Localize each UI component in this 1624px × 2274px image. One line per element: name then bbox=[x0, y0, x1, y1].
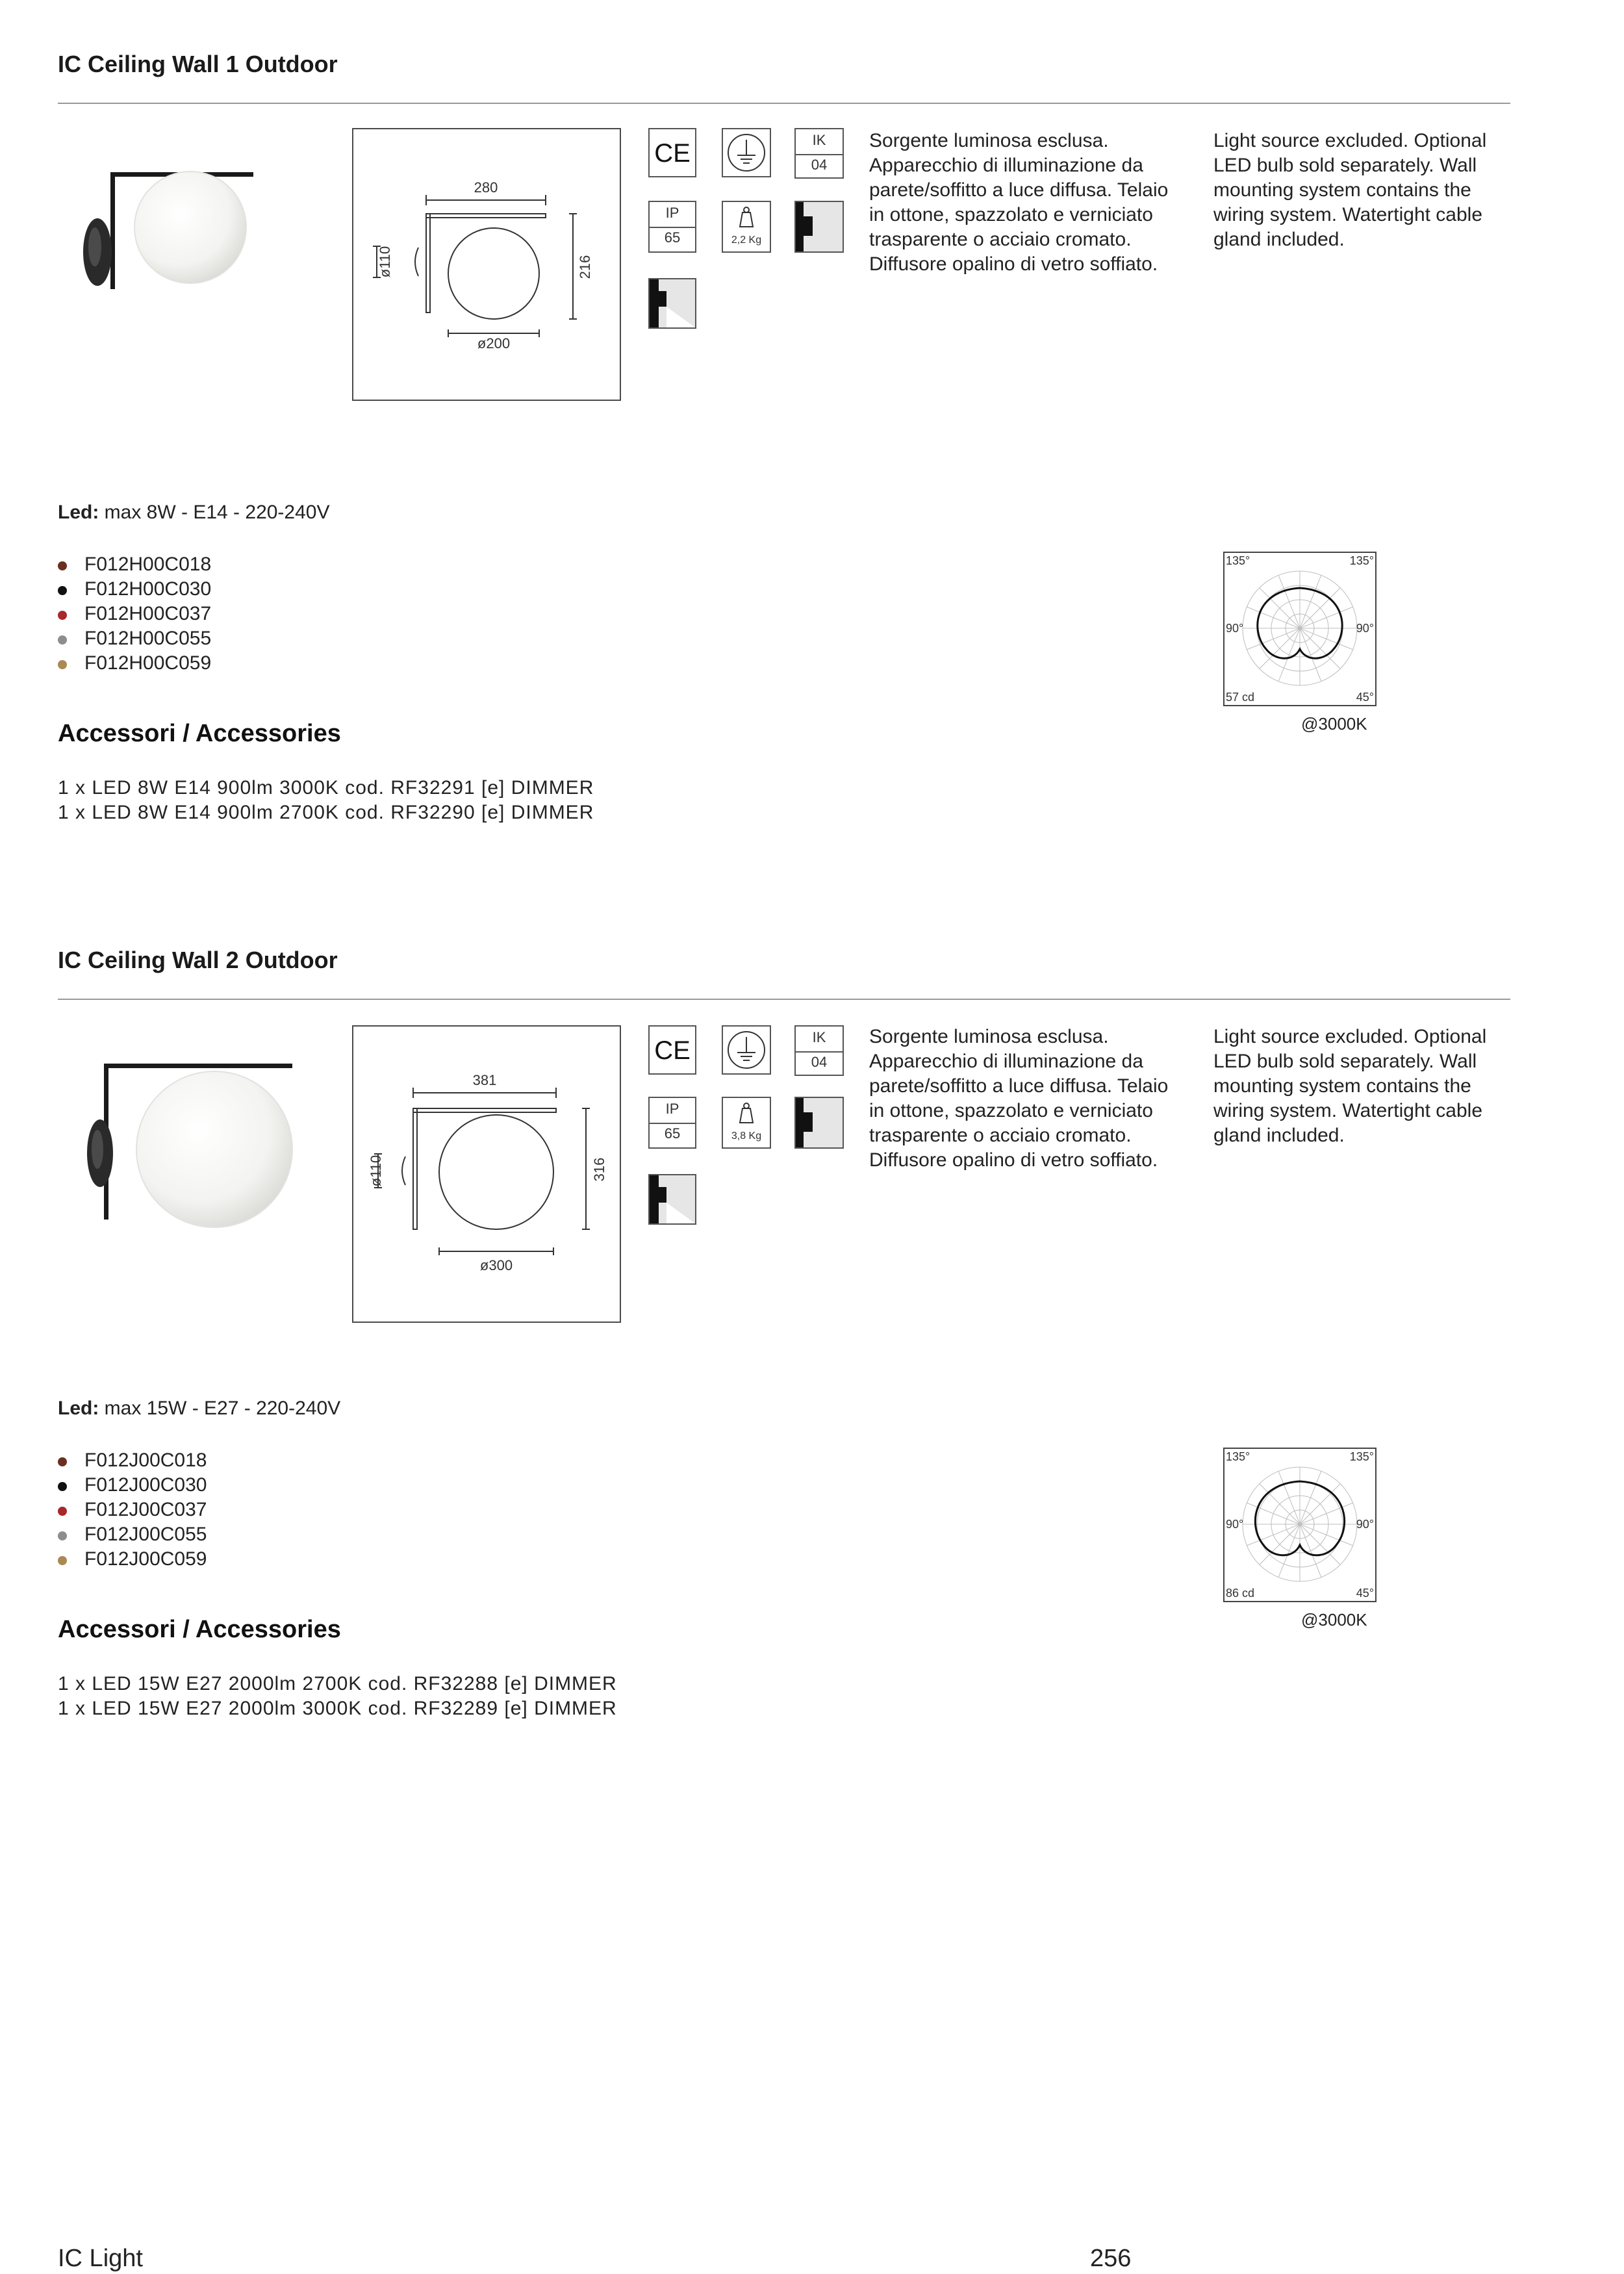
finish-swatch bbox=[58, 1556, 67, 1565]
ik-label: IK bbox=[812, 132, 826, 148]
technical-drawing bbox=[352, 1025, 621, 1323]
page-number: 256 bbox=[1090, 2245, 1132, 2272]
finish-swatch bbox=[58, 1531, 67, 1540]
product-photo bbox=[71, 1035, 305, 1230]
polar-label-top-right: 135° bbox=[1349, 554, 1374, 567]
list-item bbox=[58, 1547, 207, 1572]
canopy-dimension: ø110 bbox=[368, 1155, 384, 1187]
finish-swatch bbox=[58, 586, 67, 595]
led-label: Led: bbox=[58, 502, 99, 523]
list-item bbox=[58, 651, 211, 676]
ip-divider bbox=[650, 227, 695, 228]
accessories-title: Accessori / Accessories bbox=[58, 720, 341, 747]
description-italian: Sorgente luminosa esclusa. Apparecchio di illuminazione da parete/soffitto a luce diffusa. Telaio in ottone, spazzolato e verniciato trasparente o acciaio cromato. Diffusore opalino di vetro soffiato. bbox=[869, 1026, 1169, 1171]
accessory-item: 1 x LED 15W E27 2000lm 2700K cod. RF32288 [e] DIMMER bbox=[58, 1673, 617, 1694]
product-code: F012H00C055 bbox=[84, 628, 212, 649]
finish-swatch bbox=[58, 561, 67, 570]
ip-value: 65 bbox=[664, 229, 681, 246]
list-item bbox=[58, 1498, 207, 1522]
polar-max-intensity: 57 cd bbox=[1226, 691, 1255, 704]
product-section-2 bbox=[0, 896, 1624, 1793]
product-title: IC Ceiling Wall 2 Outdoor bbox=[58, 947, 338, 973]
height-dimension: 316 bbox=[591, 1157, 607, 1182]
product-code: F012H00C059 bbox=[84, 652, 212, 674]
led-spec bbox=[58, 502, 330, 524]
list-item bbox=[58, 552, 211, 577]
canopy-dimension: ø110 bbox=[377, 246, 393, 278]
list-item bbox=[58, 1473, 207, 1498]
ground-symbol-icon bbox=[722, 128, 771, 177]
ip-rating-badge bbox=[648, 201, 696, 253]
accessory-item: 1 x LED 8W E14 900lm 2700K cod. RF32290 [e] DIMMER bbox=[58, 802, 594, 823]
product-code: F012H00C018 bbox=[84, 554, 212, 575]
list-item bbox=[58, 1448, 207, 1473]
ik-divider bbox=[796, 1051, 843, 1053]
description-english: Light source excluded. Optional LED bulb sold separately. Wall mounting system contains the wiring system. Watertight cable gland included. bbox=[1213, 1026, 1487, 1146]
ceiling-mount-icon bbox=[648, 1174, 696, 1225]
height-dimension: 216 bbox=[577, 255, 593, 279]
finish-swatch bbox=[58, 1507, 67, 1516]
led-spec bbox=[58, 1398, 340, 1420]
ik-rating-badge bbox=[794, 128, 844, 179]
description-english: Light source excluded. Optional LED bulb sold separately. Wall mounting system contains the wiring system. Watertight cable gland included. bbox=[1213, 130, 1487, 250]
weight-icon bbox=[723, 202, 770, 233]
ik-label: IK bbox=[812, 1029, 826, 1045]
weight-icon bbox=[723, 1098, 770, 1129]
collection-name: IC Light bbox=[58, 2245, 143, 2272]
width-dimension: 280 bbox=[474, 179, 498, 196]
weight-badge bbox=[722, 201, 771, 253]
ceiling-mount-icon bbox=[648, 278, 696, 329]
ip-label: IP bbox=[665, 1101, 679, 1117]
product-title: IC Ceiling Wall 1 Outdoor bbox=[58, 51, 338, 77]
color-temperature-note: @3000K bbox=[1301, 714, 1367, 734]
polar-label-top-left: 135° bbox=[1226, 1450, 1250, 1463]
ground-symbol-icon bbox=[722, 1025, 771, 1075]
color-temperature-note: @3000K bbox=[1301, 1610, 1367, 1629]
description-italian: Sorgente luminosa esclusa. Apparecchio di illuminazione da parete/soffitto a luce diffusa. Telaio in ottone, spazzolato e verniciato trasparente o acciaio cromato. Diffusore opalino di vetro soffiato. bbox=[869, 130, 1169, 275]
polar-label-top-right: 135° bbox=[1349, 1450, 1374, 1463]
polar-label-mid-right: 90° bbox=[1356, 1518, 1374, 1531]
product-photo bbox=[71, 143, 266, 312]
finish-swatch bbox=[58, 660, 67, 669]
led-value: max 15W - E27 - 220-240V bbox=[104, 1398, 341, 1419]
weight-value: 2,2 Kg bbox=[731, 235, 762, 246]
finish-swatch bbox=[58, 635, 67, 645]
ik-rating-badge bbox=[794, 1025, 844, 1076]
wall-mount-icon bbox=[794, 1097, 844, 1149]
polar-label-mid-left: 90° bbox=[1226, 1518, 1244, 1531]
finish-swatch bbox=[58, 1482, 67, 1491]
product-code: F012J00C059 bbox=[84, 1548, 207, 1570]
led-value: max 8W - E14 - 220-240V bbox=[104, 502, 330, 523]
width-dimension: 381 bbox=[472, 1072, 497, 1088]
product-code: F012J00C037 bbox=[84, 1499, 207, 1520]
accessories-list bbox=[58, 1672, 617, 1721]
ce-mark-icon bbox=[648, 128, 696, 177]
list-item bbox=[58, 1522, 207, 1547]
ip-rating-badge bbox=[648, 1097, 696, 1149]
section-divider bbox=[58, 103, 1510, 104]
wall-mount-icon bbox=[794, 201, 844, 253]
list-item bbox=[58, 626, 211, 651]
product-code: F012J00C030 bbox=[84, 1474, 207, 1496]
ce-mark-text: CE bbox=[654, 1036, 691, 1065]
technical-drawing bbox=[352, 128, 621, 401]
polar-label-bottom-right: 45° bbox=[1356, 691, 1374, 704]
diffuser-dimension: ø300 bbox=[479, 1257, 513, 1273]
accessories-title: Accessori / Accessories bbox=[58, 1616, 341, 1643]
list-item bbox=[58, 577, 211, 602]
product-code-list bbox=[58, 552, 211, 676]
ce-mark-icon bbox=[648, 1025, 696, 1075]
product-section-1 bbox=[0, 0, 1624, 897]
diffuser-dimension: ø200 bbox=[477, 335, 511, 351]
section-divider bbox=[58, 999, 1510, 1000]
light-distribution-diagram bbox=[1223, 1448, 1377, 1629]
weight-badge bbox=[722, 1097, 771, 1149]
finish-swatch bbox=[58, 611, 67, 620]
accessory-item: 1 x LED 8W E14 900lm 3000K cod. RF32291 [e] DIMMER bbox=[58, 777, 594, 798]
product-code: F012H00C037 bbox=[84, 603, 212, 624]
ce-mark-text: CE bbox=[654, 139, 691, 168]
polar-label-bottom-right: 45° bbox=[1356, 1587, 1374, 1600]
list-item bbox=[58, 602, 211, 626]
product-code-list bbox=[58, 1448, 207, 1572]
polar-label-mid-left: 90° bbox=[1226, 622, 1244, 635]
ip-label: IP bbox=[665, 205, 679, 221]
weight-value: 3,8 Kg bbox=[731, 1131, 762, 1142]
ip-value: 65 bbox=[664, 1125, 681, 1142]
finish-swatch bbox=[58, 1457, 67, 1466]
ip-divider bbox=[650, 1123, 695, 1124]
ik-value: 04 bbox=[811, 1054, 828, 1070]
accessory-item: 1 x LED 15W E27 2000lm 3000K cod. RF32289 [e] DIMMER bbox=[58, 1698, 617, 1719]
led-label: Led: bbox=[58, 1398, 99, 1419]
accessories-list bbox=[58, 776, 594, 825]
ik-divider bbox=[796, 154, 843, 155]
polar-label-mid-right: 90° bbox=[1356, 622, 1374, 635]
ik-value: 04 bbox=[811, 157, 828, 173]
polar-label-top-left: 135° bbox=[1226, 554, 1250, 567]
product-code: F012H00C030 bbox=[84, 578, 212, 600]
light-distribution-diagram bbox=[1223, 552, 1377, 734]
polar-max-intensity: 86 cd bbox=[1226, 1587, 1255, 1600]
product-code: F012J00C018 bbox=[84, 1450, 207, 1471]
product-code: F012J00C055 bbox=[84, 1524, 207, 1545]
